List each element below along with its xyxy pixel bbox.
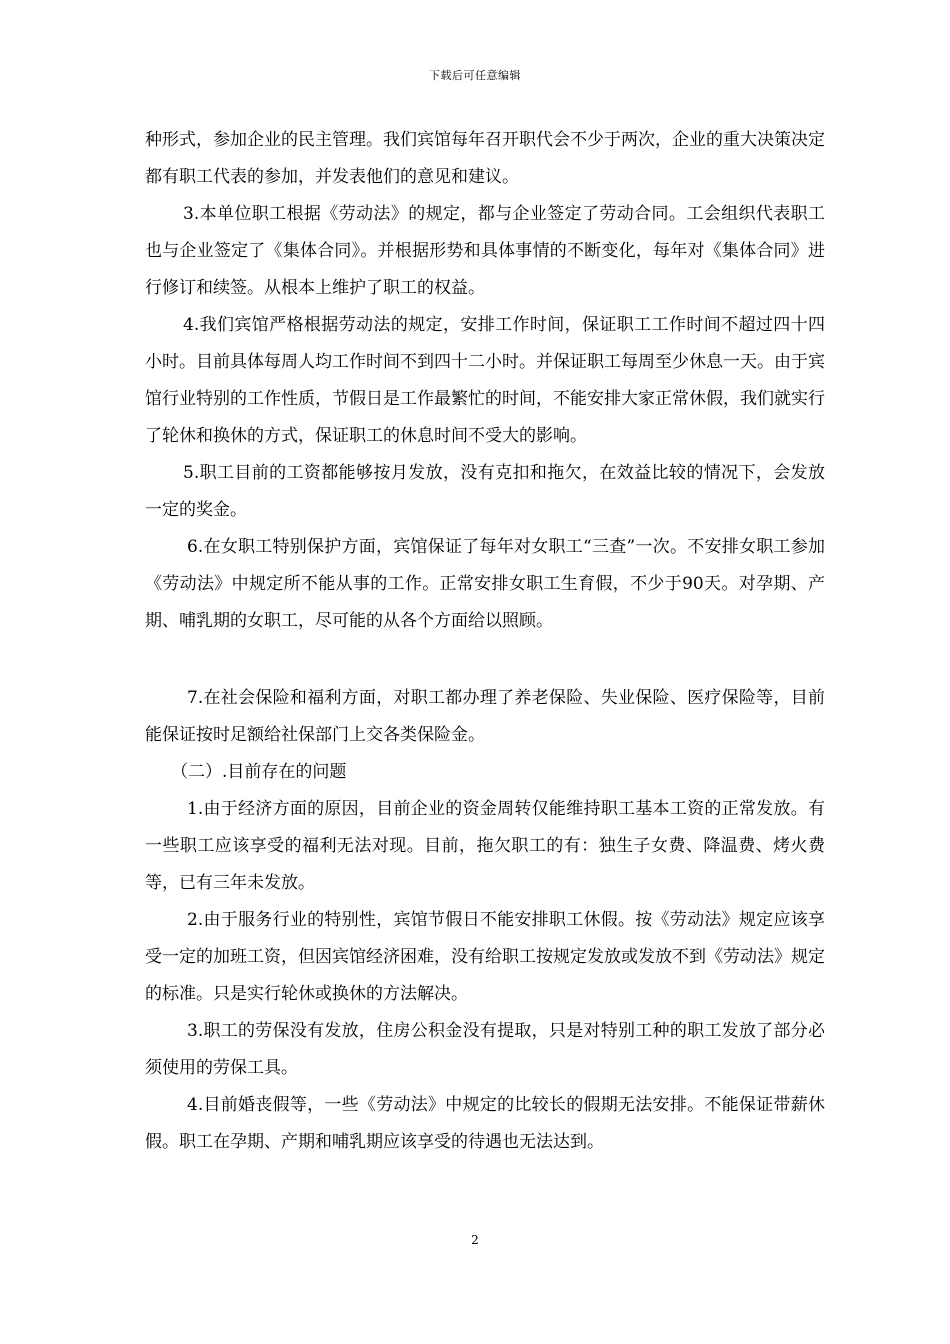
- paragraph-problem-3: 3.职工的劳保没有发放，住房公积金没有提取，只是对特别工种的职工发放了部分必须使用的劳保工具。: [145, 1021, 825, 1078]
- paragraph-continuation: 种形式，参加企业的民主管理。我们宾馆每年召开职代会不少于两次，企业的重大决策决定都有职工代表的参加，并发表他们的意见和建议。: [145, 130, 825, 187]
- page-header: 下载后可任意编辑: [429, 69, 521, 82]
- page-number: 2: [471, 1233, 479, 1247]
- paragraph-problem-2: 2.由于服务行业的特别性，宾馆节假日不能安排职工休假。按《劳动法》规定应该享受一定的加班工资，但因宾馆经济困难，没有给职工按规定发放或发放不到《劳动法》规定的标准。只是实行轮休或换休的方法解决。: [145, 910, 825, 1004]
- paragraph-gap: [145, 640, 825, 680]
- paragraph-item-5: 5.职工目前的工资都能够按月发放，没有克扣和拖欠，在效益比较的情况下，会发放一定的奖金。: [145, 463, 825, 520]
- section-heading: （二）.目前存在的问题: [171, 762, 347, 782]
- paragraph-item-4: 4.我们宾馆严格根据劳动法的规定，安排工作时间，保证职工工作时间不超过四十四小时。目前具体每周人均工作时间不到四十二小时。并保证职工每周至少休息一天。由于宾馆行业特别的工作性质，节假日是工作最繁忙的时间，不能安排大家正常休假，我们就实行了轮休和换休的方式，保证职工的休息时间不受大的影响。: [145, 315, 825, 446]
- document-body: [145, 122, 825, 1161]
- paragraph-item-3: 3.本单位职工根据《劳动法》的规定，都与企业签定了劳动合同。工会组织代表职工也与企业签定了《集体合同》。并根据形势和具体事情的不断变化，每年对《集体合同》进行修订和续签。从根本上维护了职工的权益。: [145, 204, 825, 298]
- paragraph-item-7: 7.在社会保险和福利方面，对职工都办理了养老保险、失业保险、医疗保险等，目前能保证按时足额给社保部门上交各类保险金。: [145, 688, 825, 745]
- paragraph-problem-4: 4.目前婚丧假等，一些《劳动法》中规定的比较长的假期无法安排。不能保证带薪休假。职工在孕期、产期和哺乳期应该享受的待遇也无法达到。: [145, 1095, 825, 1152]
- paragraph-problem-1: 1.由于经济方面的原因，目前企业的资金周转仅能维持职工基本工资的正常发放。有一些职工应该享受的福利无法对现。目前，拖欠职工的有：独生子女费、降温费、烤火费等，已有三年未发放。: [145, 799, 825, 893]
- paragraph-item-6: 6.在女职工特别保护方面，宾馆保证了每年对女职工“三查”一次。不安排女职工参加《劳动法》中规定所不能从事的工作。正常安排女职工生育假，不少于90天。对孕期、产期、哺乳期的女职工，尽可能的从各个方面给以照顾。: [145, 537, 825, 631]
